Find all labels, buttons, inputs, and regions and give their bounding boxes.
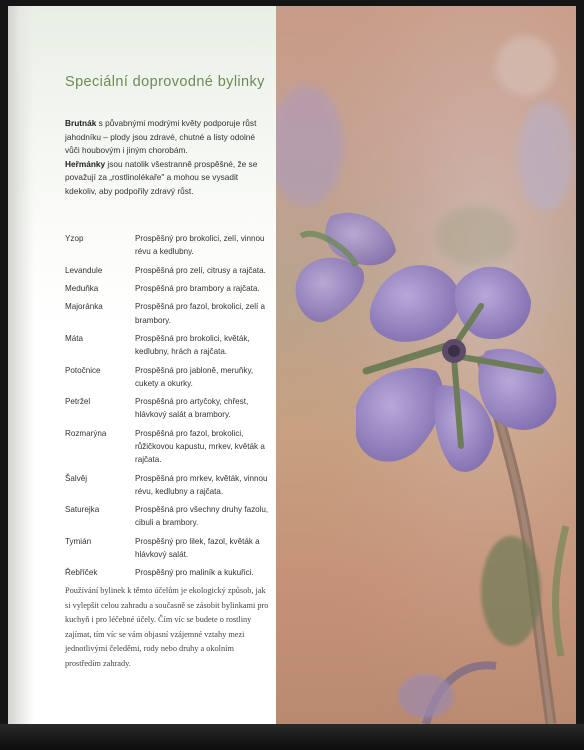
herb-description: Prospěšná pro brambory a rajčata. bbox=[135, 283, 260, 293]
borage-flower-photo bbox=[276, 6, 576, 724]
herb-description: Prospěšná pro brokolici, květák, kedlubny, hrách a rajčata. bbox=[135, 333, 250, 357]
herb-description: Prospěšná pro artyčoky, chřest, hlávkový salát a brambory. bbox=[135, 397, 249, 420]
herb-list bbox=[65, 232, 280, 585]
herb-name: Máta bbox=[65, 333, 83, 343]
herb-description: Prospěšný pro lilek, fazol, květák a hlávkový salát. bbox=[135, 536, 260, 559]
herb-row bbox=[65, 427, 280, 467]
herb-row bbox=[65, 535, 280, 561]
intro-text-borage: s půvabnými modrými květy podporuje růst jahodníku – plody jsou zdravé, chutné a listy odolné vůči houbovým i jiným chorobám. bbox=[65, 118, 257, 155]
page-spine-shadow bbox=[8, 6, 34, 724]
herb-row bbox=[65, 300, 280, 326]
herb-name: Petržel bbox=[65, 397, 91, 407]
herb-name: Majoránka bbox=[65, 302, 103, 312]
closing-paragraph: Používání bylinek k těmto účelům je ekologický způsob, jak si vylepšit celou zahradu a současně se zásobit bylinkami pro kuchyň i pro léčebné účely. Čím víc se budete o rostliny zajímat, tím víc se vám objasní vzájemné vztahy mezi jednotlivými čeleděmi, rody nebo druhy a okolním prostředím zahrady. bbox=[65, 586, 269, 668]
herb-row bbox=[65, 364, 280, 390]
herb-description: Prospěšný pro brokolici, zelí, vinnou révu a kedlubny. bbox=[135, 234, 265, 257]
borage-flower-illustration bbox=[276, 6, 576, 724]
herb-description: Prospěšná pro fazol, brokolici, růžičkovou kapustu, mrkev, květák a rajčata. bbox=[135, 428, 265, 465]
page-bottom-edge bbox=[0, 724, 584, 750]
herb-row bbox=[65, 566, 280, 579]
section-title: Speciální doprovodné bylinky bbox=[65, 74, 265, 90]
herb-name: Rozmarýna bbox=[65, 428, 107, 438]
intro-paragraph bbox=[65, 117, 270, 198]
herb-row bbox=[65, 395, 280, 421]
herb-row bbox=[65, 503, 280, 529]
herb-description: Prospěšný pro maliník a kukuřici. bbox=[135, 568, 254, 578]
herb-name: Šalvěj bbox=[65, 473, 88, 483]
book-page bbox=[8, 6, 576, 724]
herb-row bbox=[65, 282, 280, 295]
herb-row bbox=[65, 332, 280, 358]
herb-name: Levandule bbox=[65, 265, 103, 275]
herb-name: Řebříček bbox=[65, 568, 98, 578]
herb-row bbox=[65, 264, 280, 277]
herb-name: Saturejka bbox=[65, 505, 100, 515]
herb-name: Meduňka bbox=[65, 283, 99, 293]
intro-term-borage: Brutnák bbox=[65, 118, 97, 128]
intro-text-chamomile: jsou natolik všestranně prospěšné, že se považují za „rostlinolékaře" a mohou se vysadit kdekoliv, aby podpořily zdravý růst. bbox=[65, 158, 258, 196]
intro-term-chamomile: Heřmánky bbox=[65, 158, 106, 169]
herb-description: Prospěšná pro všechny druhy fazolu, cibuli a brambory. bbox=[135, 505, 269, 528]
herb-name: Tymián bbox=[65, 536, 92, 546]
herb-description: Prospěšná pro jabloně, meruňky, cukety a okurky. bbox=[135, 365, 254, 388]
herb-name: Potočnice bbox=[65, 365, 101, 375]
herb-name: Yzop bbox=[65, 234, 84, 243]
herb-description: Prospěšná pro fazol, brokolici, zelí a brambory. bbox=[135, 302, 266, 325]
herb-description: Prospěšná pro zelí, citrusy a rajčata. bbox=[135, 265, 266, 275]
herb-row bbox=[65, 472, 280, 498]
herb-description: Prospěšná pro mrkev, květák, vinnou révu, kedlubny a rajčata. bbox=[135, 473, 268, 496]
herb-row bbox=[65, 232, 280, 258]
